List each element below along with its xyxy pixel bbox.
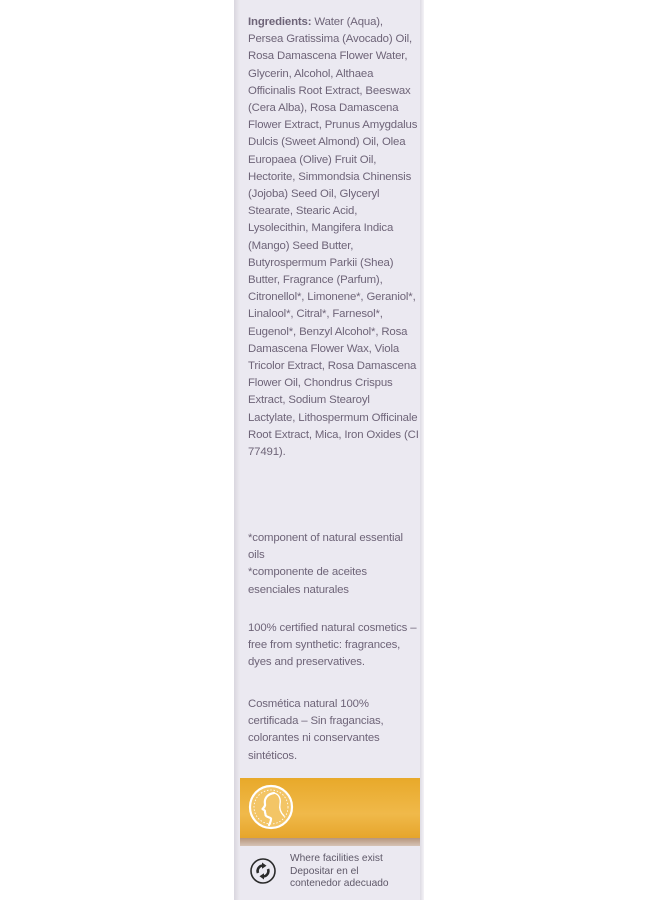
ingredients-list [248, 14, 420, 461]
recycle-instructions [290, 853, 420, 891]
essential-oils-footnote [248, 530, 420, 599]
recycle-line-3: contenedor adecuado [290, 878, 389, 890]
footnote-english: *component of natural essential oils [248, 532, 403, 562]
ingredients-text: Water (Aqua), Persea Gratissima (Avocado) Oil, Rosa Damascena Flower Water, Glycerin, Alcohol, Althaea Officinalis Root Extract, Beeswax (Cera Alba), Rosa Damascena Flower Extract, Prunus Amygdalus Dulcis (Sweet Almond) Oil, Olea Europaea (Olive) Fruit Oil, Hectorite, Simmondsia Chinensis (Jojoba) Seed Oil, Glyceryl Stearate, Stearic Acid, Lysolecithin, Mangifera Indica (Mango) Seed Butter, Butyrospermum Parkii (Shea) Butter, Fragrance (Parfum), Citronellol*, Limonene*, Geraniol*, Linalool*, Citral*, Farnesol*, Eugenol*, Benzyl Alcohol*, Rosa Damascena Flower Wax, Viola Tricolor Extract, Rosa Damascena Flower Oil, Chondrus Crispus Extract, Sodium Stearoyl Lactylate, Lithospermum Officinale Root Extract, Mica, Iron Oxides (CI 77491). [248, 16, 419, 459]
recycle-line-2: Depositar en el [290, 865, 359, 877]
certified-statement-spanish: Cosmética natural 100% certificada – Sin fragancias, colorantes ni conservantes sintéticos. [248, 698, 384, 762]
recycle-icon [250, 858, 276, 884]
band-shadow [240, 838, 420, 846]
face-profile-icon [248, 784, 294, 830]
recycle-line-1: Where facilities exist [290, 853, 383, 864]
box-side-panel [240, 0, 420, 900]
certified-statement-english: 100% certified natural cosmetics – free from synthetic: fragrances, dyes and preservatives. [248, 622, 417, 669]
box-side-edge-right [420, 0, 424, 900]
ingredients-label: Ingredients: [248, 16, 312, 28]
footnote-spanish: *componente de aceites esenciales naturales [248, 566, 367, 596]
